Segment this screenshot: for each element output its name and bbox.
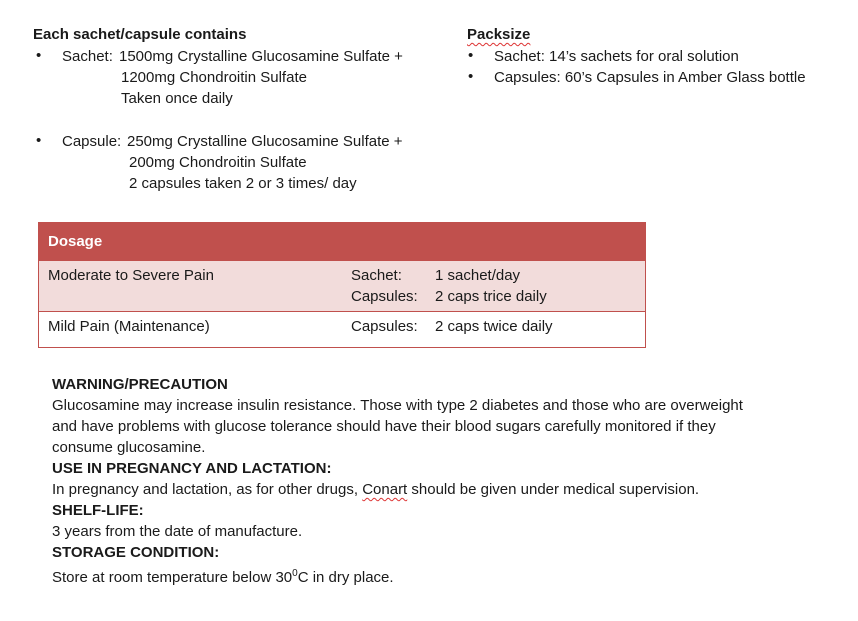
warning-line3: consume glucosamine. [52,439,206,456]
row-form: Capsules: [351,318,418,335]
warning-line2: and have problems with glucose tolerance should have their blood sugars carefully monitored if they [52,418,716,435]
sachet-line2: 1200mg Chondroitin Sulfate [121,69,307,86]
capsule-line3: 2 capsules taken 2 or 3 times/ day [129,175,357,192]
sachet-label: Sachet: [62,48,113,65]
shelf-life-text: 3 years from the date of manufacture. [52,523,303,540]
bullet-pack-1: • [468,47,474,64]
dosage-table-header: Dosage [39,223,645,261]
dosage-table [38,222,646,348]
brand-name: Conart [362,481,408,498]
row-dose: 2 caps trice daily [435,288,547,305]
storage-sup: 0 [292,568,298,579]
sachet-line3: Taken once daily [121,90,233,107]
storage-heading: STORAGE CONDITION: [52,544,220,561]
row-dose: 2 caps twice daily [435,318,553,335]
row-dose: 1 sachet/day [435,267,521,284]
sachet-line1: 1500mg Crystalline Glucosamine Sulfate + [119,48,403,65]
table-row [39,261,645,312]
pregnancy-text [52,479,842,500]
row-form: Capsules: [351,288,418,305]
row-condition: Moderate to Severe Pain [48,267,214,284]
table-row [39,312,645,347]
pregnancy-text-after: should be given under medical supervision. [407,481,700,498]
pregnancy-heading: USE IN PREGNANCY AND LACTATION: [52,460,332,477]
capsule-line2: 200mg Chondroitin Sulfate [129,154,307,171]
storage-text-after: C in dry place. [297,569,394,586]
row-condition: Mild Pain (Maintenance) [48,318,210,335]
packsize-heading: Packsize [467,26,531,43]
warning-line1: Glucosamine may increase insulin resistance. Those with type 2 diabetes and those who are overweight [52,397,743,414]
capsule-label: Capsule: [62,133,122,150]
storage-text [52,563,842,588]
info-section [52,374,842,588]
contents-heading: Each sachet/capsule contains [33,26,247,43]
bullet-sachet: • [36,47,42,64]
bullet-capsule: • [36,132,42,149]
bullet-pack-2: • [468,68,474,85]
storage-text-before: Store at room temperature below 30 [52,569,293,586]
warning-heading: WARNING/PRECAUTION [52,376,228,393]
capsule-line1: 250mg Crystalline Glucosamine Sulfate + [127,133,403,150]
shelf-life-heading: SHELF-LIFE: [52,502,144,519]
packsize-item-capsules: Capsules: 60’s Capsules in Amber Glass bottle [494,69,806,86]
row-form: Sachet: [351,267,402,284]
packsize-item-sachet: Sachet: 14’s sachets for oral solution [494,48,739,65]
pregnancy-text-before: In pregnancy and lactation, as for other drugs, [52,481,363,498]
